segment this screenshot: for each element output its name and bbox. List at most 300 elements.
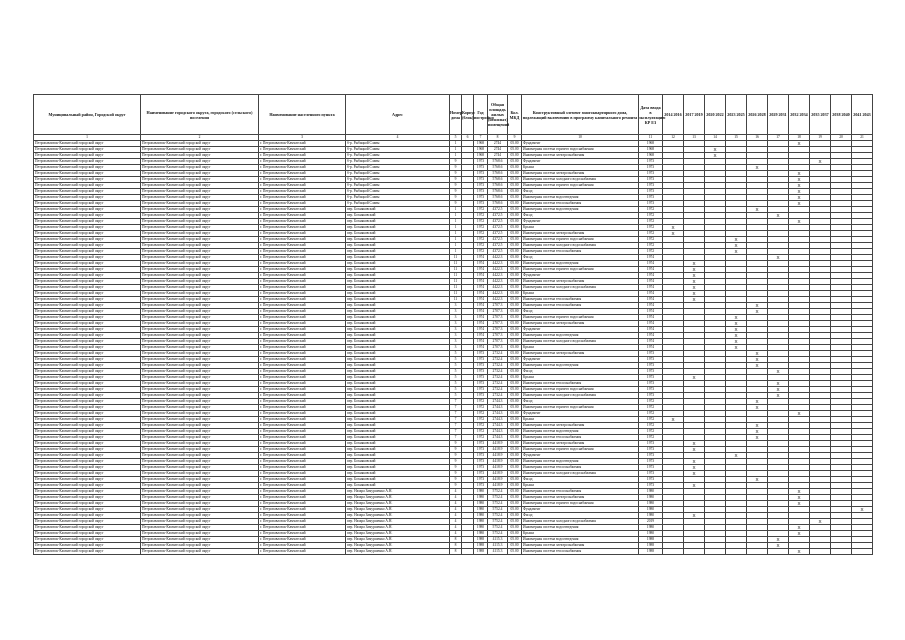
house-number-cell: 3 [450, 315, 462, 321]
build-year-cell: 1973 [474, 201, 488, 207]
commission-date-cell: 1973 [639, 195, 663, 201]
district-cell: Петропавловск-Камчатский городской округ [34, 201, 141, 207]
locality-cell: г. Петропавловск-Камчатский [259, 279, 346, 285]
period-cell: X [684, 291, 705, 297]
table-row [34, 549, 873, 555]
period-cell: X [789, 189, 810, 195]
address-cell: пер. Бохняковский [346, 333, 450, 339]
mkd-count-cell: 05.00 [508, 303, 522, 309]
period-cell: X [789, 177, 810, 183]
commission-date-cell: 1973 [639, 447, 663, 453]
period-cell: X [684, 513, 705, 519]
house-number-cell: 5 [450, 363, 462, 369]
settlement-cell: Петропавловск-Камчатский городской округ [141, 471, 259, 477]
house-number-cell: 8 [450, 543, 462, 549]
mkd-count-cell: 05.00 [508, 189, 522, 195]
area-cell: 2744.3 [488, 405, 508, 411]
address-cell: б-р. Рыбацкой Славы [346, 153, 450, 159]
period-cell [663, 549, 684, 555]
settlement-cell: Петропавловск-Камчатский городской округ [141, 279, 259, 285]
address-cell: пер. Бохняковский [346, 381, 450, 387]
commission-date-cell: 1988 [639, 549, 663, 555]
district-cell: Петропавловск-Камчатский городской округ [34, 471, 141, 477]
settlement-cell: Петропавловск-Камчатский городской округ [141, 435, 259, 441]
house-number-cell: 11 [450, 267, 462, 273]
locality-cell: г. Петропавловск-Камчатский [259, 159, 346, 165]
address-cell: б-р. Рыбацкой Славы [346, 201, 450, 207]
district-cell: Петропавловск-Камчатский городской округ [34, 261, 141, 267]
district-cell: Петропавловск-Камчатский городской округ [34, 501, 141, 507]
element-cell: Фундамент [522, 159, 639, 165]
locality-cell: г. Петропавловск-Камчатский [259, 267, 346, 273]
element-cell: Инженерная система горячего водоснабжения [522, 237, 639, 243]
period-cell: X [684, 441, 705, 447]
house-number-cell: 1 [450, 153, 462, 159]
settlement-cell: Петропавловск-Камчатский городской округ [141, 165, 259, 171]
address-cell: пер. Назара Замуршенко А.Н. [346, 489, 450, 495]
period-cell: X [810, 519, 831, 525]
settlement-cell: Петропавловск-Камчатский городской округ [141, 273, 259, 279]
element-cell: Инженерная система водоотведения [522, 537, 639, 543]
locality-cell: г. Петропавловск-Камчатский [259, 297, 346, 303]
commission-date-cell: 1974 [639, 267, 663, 273]
area-cell: 4372.5 [488, 243, 508, 249]
locality-cell: г. Петропавловск-Камчатский [259, 273, 346, 279]
column-number: 4 [346, 135, 450, 141]
commission-date-cell: 1973 [639, 483, 663, 489]
locality-cell: г. Петропавловск-Камчатский [259, 519, 346, 525]
house-number-cell: 9 [450, 183, 462, 189]
locality-cell: г. Петропавловск-Камчатский [259, 477, 346, 483]
area-cell: 5752.4 [488, 525, 508, 531]
build-year-cell: 1973 [474, 447, 488, 453]
build-year-cell: 1974 [474, 267, 488, 273]
address-cell: б-р. Рыбацкой Славы [346, 141, 450, 147]
commission-date-cell: 1974 [639, 333, 663, 339]
locality-cell: г. Петропавловск-Камчатский [259, 549, 346, 555]
mkd-count-cell: 05.00 [508, 453, 522, 459]
element-cell: Инженерная система водоотведения [522, 261, 639, 267]
element-cell: Инженерная система теплоснабжения [522, 549, 639, 555]
commission-date-cell: 1973 [639, 387, 663, 393]
locality-cell: г. Петропавловск-Камчатский [259, 489, 346, 495]
column-header: Адрес [346, 95, 450, 135]
district-cell: Петропавловск-Камчатский городской округ [34, 537, 141, 543]
period-cell: X [747, 435, 768, 441]
locality-cell: г. Петропавловск-Камчатский [259, 201, 346, 207]
house-number-cell: 1 [450, 219, 462, 225]
address-cell: пер. Бохняковский [346, 303, 450, 309]
block-cell [462, 549, 474, 555]
area-cell: 2707.3 [488, 339, 508, 345]
locality-cell: г. Петропавловск-Камчатский [259, 393, 346, 399]
column-number: 15 [726, 135, 747, 141]
house-number-cell: 3 [450, 339, 462, 345]
settlement-cell: Петропавловск-Камчатский городской округ [141, 489, 259, 495]
district-cell: Петропавловск-Камчатский городской округ [34, 465, 141, 471]
area-cell: 2744 [488, 141, 508, 147]
area-cell: 4115.3 [488, 537, 508, 543]
column-header: 2017 2019 [684, 95, 705, 135]
area-cell: 2707.3 [488, 327, 508, 333]
area-cell: 4372.5 [488, 207, 508, 213]
period-cell: X [663, 231, 684, 237]
locality-cell: г. Петропавловск-Камчатский [259, 309, 346, 315]
district-cell: Петропавловск-Камчатский городской округ [34, 477, 141, 483]
commission-date-cell: 1988 [639, 537, 663, 543]
house-number-cell: 5 [450, 357, 462, 363]
column-number: 7 [474, 135, 488, 141]
house-number-cell: 4 [450, 489, 462, 495]
column-number: 21 [852, 135, 873, 141]
commission-date-cell: 1972 [639, 423, 663, 429]
period-cell: X [747, 207, 768, 213]
period-cell: X [768, 381, 789, 387]
area-cell: 5752.4 [488, 513, 508, 519]
address-cell: пер. Назара Замуршенко А.Н. [346, 537, 450, 543]
mkd-count-cell: 05.00 [508, 273, 522, 279]
build-year-cell: 1972 [474, 243, 488, 249]
build-year-cell: 1974 [474, 309, 488, 315]
address-cell: пер. Назара Замуршенко А.Н. [346, 495, 450, 501]
commission-date-cell: 1972 [639, 213, 663, 219]
house-number-cell: 7 [450, 417, 462, 423]
element-cell: Инженерная система водоотведения [522, 459, 639, 465]
column-number: 6 [462, 135, 474, 141]
house-number-cell: 7 [450, 411, 462, 417]
locality-cell: г. Петропавловск-Камчатский [259, 471, 346, 477]
area-cell: 2732.4 [488, 381, 508, 387]
area-cell: 4372.5 [488, 219, 508, 225]
period-cell: X [684, 483, 705, 489]
locality-cell: г. Петропавловск-Камчатский [259, 351, 346, 357]
settlement-cell: Петропавловск-Камчатский городской округ [141, 249, 259, 255]
district-cell: Петропавловск-Камчатский городской округ [34, 423, 141, 429]
district-cell: Петропавловск-Камчатский городской округ [34, 303, 141, 309]
settlement-cell: Петропавловск-Камчатский городской округ [141, 459, 259, 465]
period-cell: X [789, 171, 810, 177]
locality-cell: г. Петропавловск-Камчатский [259, 321, 346, 327]
address-cell: пер. Бохняковский [346, 387, 450, 393]
district-cell: Петропавловск-Камчатский городской округ [34, 177, 141, 183]
mkd-count-cell: 05.00 [508, 315, 522, 321]
column-header: Общая площадь жилых (нежилых) помещений [488, 95, 508, 135]
column-header: Дата ввода в эксплуатацию КР ЕЗ [639, 95, 663, 135]
area-cell: 4422.3 [488, 297, 508, 303]
address-cell: пер. Бохняковский [346, 441, 450, 447]
area-cell: 5768.6 [488, 177, 508, 183]
settlement-cell: Петропавловск-Камчатский городской округ [141, 531, 259, 537]
area-cell: 5768.6 [488, 183, 508, 189]
build-year-cell: 1972 [474, 231, 488, 237]
address-cell: пер. Бохняковский [346, 267, 450, 273]
element-cell: Инженерная система теплоснабжения [522, 489, 639, 495]
build-year-cell: 1973 [474, 369, 488, 375]
commission-date-cell: 1980 [639, 495, 663, 501]
address-cell: пер. Бохняковский [346, 315, 450, 321]
district-cell: Петропавловск-Камчатский городской округ [34, 141, 141, 147]
district-cell: Петропавловск-Камчатский городской округ [34, 189, 141, 195]
area-cell: 4422.3 [488, 261, 508, 267]
commission-date-cell: 1974 [639, 297, 663, 303]
locality-cell: г. Петропавловск-Камчатский [259, 387, 346, 393]
house-number-cell: 3 [450, 333, 462, 339]
column-header: 2035 2037 [810, 95, 831, 135]
district-cell: Петропавловск-Камчатский городской округ [34, 519, 141, 525]
district-cell: Петропавловск-Камчатский городской округ [34, 171, 141, 177]
column-header: Год постройки [474, 95, 488, 135]
area-cell: 4422.3 [488, 255, 508, 261]
build-year-cell: 1980 [474, 519, 488, 525]
district-cell: Петропавловск-Камчатский городской округ [34, 237, 141, 243]
mkd-count-cell: 05.00 [508, 243, 522, 249]
address-cell: пер. Назара Замуршенко А.Н. [346, 513, 450, 519]
build-year-cell: 1973 [474, 183, 488, 189]
district-cell: Петропавловск-Камчатский городской округ [34, 255, 141, 261]
commission-date-cell: 1974 [639, 291, 663, 297]
address-cell: пер. Бохняковский [346, 255, 450, 261]
area-cell: 4418.9 [488, 477, 508, 483]
house-number-cell: 11 [450, 297, 462, 303]
area-cell: 4372.5 [488, 249, 508, 255]
district-cell: Петропавловск-Камчатский городской округ [34, 513, 141, 519]
house-number-cell: 9 [450, 177, 462, 183]
area-cell: 4372.5 [488, 237, 508, 243]
settlement-cell: Петропавловск-Камчатский городской округ [141, 513, 259, 519]
element-cell: Фундамент [522, 357, 639, 363]
commission-date-cell: 1974 [639, 303, 663, 309]
capital-repair-program-table [33, 94, 873, 555]
locality-cell: г. Петропавловск-Камчатский [259, 417, 346, 423]
mkd-count-cell: 05.00 [508, 513, 522, 519]
build-year-cell: 1974 [474, 273, 488, 279]
settlement-cell: Петропавловск-Камчатский городской округ [141, 267, 259, 273]
table-body [34, 141, 873, 555]
mkd-count-cell: 05.00 [508, 375, 522, 381]
address-cell: б-р. Рыбацкой Славы [346, 147, 450, 153]
address-cell: пер. Бохняковский [346, 321, 450, 327]
house-number-cell: 9 [450, 159, 462, 165]
house-number-cell: 11 [450, 273, 462, 279]
period-cell [810, 549, 831, 555]
element-cell: Крыша [522, 165, 639, 171]
period-cell: X [768, 543, 789, 549]
address-cell: б-р. Рыбацкой Славы [346, 195, 450, 201]
district-cell: Петропавловск-Камчатский городской округ [34, 345, 141, 351]
mkd-count-cell: 05.00 [508, 207, 522, 213]
address-cell: пер. Бохняковский [346, 417, 450, 423]
element-cell: Фасад [522, 477, 639, 483]
element-cell: Инженерная система электроснабжения [522, 171, 639, 177]
build-year-cell: 1968 [474, 153, 488, 159]
area-cell: 2707.3 [488, 303, 508, 309]
element-cell: Инженерная система теплоснабжения [522, 297, 639, 303]
build-year-cell: 1973 [474, 381, 488, 387]
element-cell: Инженерная система электроснабжения [522, 423, 639, 429]
area-cell: 2732.4 [488, 387, 508, 393]
commission-date-cell: 1972 [639, 411, 663, 417]
settlement-cell: Петропавловск-Камчатский городской округ [141, 177, 259, 183]
district-cell: Петропавловск-Камчатский городской округ [34, 273, 141, 279]
house-number-cell: 4 [450, 519, 462, 525]
settlement-cell: Петропавловск-Камчатский городской округ [141, 327, 259, 333]
house-number-cell: 9 [450, 171, 462, 177]
district-cell: Петропавловск-Камчатский городской округ [34, 483, 141, 489]
mkd-count-cell: 05.00 [508, 465, 522, 471]
locality-cell: г. Петропавловск-Камчатский [259, 441, 346, 447]
element-cell: Фундамент [522, 507, 639, 513]
mkd-count-cell: 05.00 [508, 387, 522, 393]
house-number-cell: 9 [450, 447, 462, 453]
mkd-count-cell: 05.00 [508, 537, 522, 543]
area-cell: 2744.3 [488, 423, 508, 429]
district-cell: Петропавловск-Камчатский городской округ [34, 435, 141, 441]
area-cell: 5752.4 [488, 501, 508, 507]
house-number-cell: 9 [450, 453, 462, 459]
area-cell: 2744 [488, 153, 508, 159]
house-number-cell: 1 [450, 249, 462, 255]
mkd-count-cell: 05.00 [508, 309, 522, 315]
element-cell: Крыша [522, 417, 639, 423]
locality-cell: г. Петропавловск-Камчатский [259, 261, 346, 267]
mkd-count-cell: 05.00 [508, 447, 522, 453]
area-cell: 5752.4 [488, 489, 508, 495]
element-cell: Инженерная система теплоснабжения [522, 465, 639, 471]
area-cell: 4372.5 [488, 225, 508, 231]
mkd-count-cell: 05.00 [508, 237, 522, 243]
house-number-cell: 1 [450, 243, 462, 249]
locality-cell: г. Петропавловск-Камчатский [259, 219, 346, 225]
district-cell: Петропавловск-Камчатский городской округ [34, 549, 141, 555]
mkd-count-cell: 05.00 [508, 177, 522, 183]
area-cell: 5768.6 [488, 165, 508, 171]
mkd-count-cell: 05.00 [508, 321, 522, 327]
mkd-count-cell: 05.00 [508, 519, 522, 525]
build-year-cell: 1980 [474, 501, 488, 507]
locality-cell: г. Петропавловск-Камчатский [259, 147, 346, 153]
commission-date-cell: 1974 [639, 315, 663, 321]
area-cell: 2732.4 [488, 369, 508, 375]
locality-cell: г. Петропавловск-Камчатский [259, 465, 346, 471]
period-cell: X [789, 531, 810, 537]
mkd-count-cell: 05.00 [508, 159, 522, 165]
settlement-cell: Петропавловск-Камчатский городской округ [141, 189, 259, 195]
district-cell: Петропавловск-Камчатский городской округ [34, 375, 141, 381]
period-cell: X [726, 327, 747, 333]
district-cell: Петропавловск-Камчатский городской округ [34, 417, 141, 423]
district-cell: Петропавловск-Камчатский городской округ [34, 249, 141, 255]
commission-date-cell: 1980 [639, 489, 663, 495]
area-cell: 2744 [488, 147, 508, 153]
build-year-cell: 1973 [474, 393, 488, 399]
commission-date-cell: 1972 [639, 405, 663, 411]
address-cell: пер. Бохняковский [346, 399, 450, 405]
element-cell: Инженерная система холодного водоснабжения [522, 393, 639, 399]
build-year-cell: 1973 [474, 357, 488, 363]
address-cell: пер. Бохняковский [346, 249, 450, 255]
district-cell: Петропавловск-Камчатский городской округ [34, 225, 141, 231]
address-cell: б-р. Рыбацкой Славы [346, 159, 450, 165]
commission-date-cell: 1973 [639, 171, 663, 177]
commission-date-cell: 1972 [639, 237, 663, 243]
build-year-cell: 1980 [474, 507, 488, 513]
area-cell: 2707.3 [488, 333, 508, 339]
column-number: 16 [747, 135, 768, 141]
commission-date-cell: 1973 [639, 165, 663, 171]
locality-cell: г. Петропавловск-Камчатский [259, 345, 346, 351]
address-cell: пер. Бохняковский [346, 405, 450, 411]
period-cell: X [726, 333, 747, 339]
period-cell: X [789, 501, 810, 507]
address-cell: пер. Бохняковский [346, 219, 450, 225]
address-cell: пер. Бохняковский [346, 435, 450, 441]
mkd-count-cell: 05.00 [508, 357, 522, 363]
address-cell: пер. Назара Замуршенко А.Н. [346, 543, 450, 549]
district-cell: Петропавловск-Камчатский городской округ [34, 309, 141, 315]
district-cell: Петропавловск-Камчатский городской округ [34, 165, 141, 171]
mkd-count-cell: 05.00 [508, 459, 522, 465]
house-number-cell: 3 [450, 309, 462, 315]
district-cell: Петропавловск-Камчатский городской округ [34, 159, 141, 165]
locality-cell: г. Петропавловск-Камчатский [259, 357, 346, 363]
house-number-cell: 9 [450, 471, 462, 477]
address-cell: пер. Бохняковский [346, 369, 450, 375]
address-cell: пер. Бохняковский [346, 291, 450, 297]
build-year-cell: 1972 [474, 219, 488, 225]
build-year-cell: 1988 [474, 537, 488, 543]
build-year-cell: 1973 [474, 471, 488, 477]
element-cell: Инженерная система теплоснабжения [522, 249, 639, 255]
house-number-cell: 9 [450, 441, 462, 447]
column-header: Муниципальный район, Городской округ [34, 95, 141, 135]
build-year-cell: 1974 [474, 279, 488, 285]
area-cell: 2707.3 [488, 321, 508, 327]
column-header: Кол. МКД [508, 95, 522, 135]
settlement-cell: Петропавловск-Камчатский городской округ [141, 351, 259, 357]
element-cell: Инженерная система горячего водоснабжения [522, 501, 639, 507]
house-number-cell: 1 [450, 213, 462, 219]
mkd-count-cell: 05.00 [508, 393, 522, 399]
address-cell: пер. Бохняковский [346, 393, 450, 399]
house-number-cell: 5 [450, 351, 462, 357]
settlement-cell: Петропавловск-Камчатский городской округ [141, 315, 259, 321]
district-cell: Петропавловск-Камчатский городской округ [34, 495, 141, 501]
build-year-cell: 1972 [474, 417, 488, 423]
column-header: 2032 2034 [789, 95, 810, 135]
period-cell: X [663, 225, 684, 231]
period-cell: X [747, 165, 768, 171]
district-cell: Петропавловск-Камчатский городской округ [34, 447, 141, 453]
commission-date-cell: 1972 [639, 207, 663, 213]
element-cell: Инженерная система холодного водоснабжения [522, 519, 639, 525]
build-year-cell: 1980 [474, 489, 488, 495]
settlement-cell: Петропавловск-Камчатский городской округ [141, 387, 259, 393]
mkd-count-cell: 05.00 [508, 489, 522, 495]
build-year-cell: 1968 [474, 141, 488, 147]
area-cell: 4422.3 [488, 285, 508, 291]
element-cell: Фасад [522, 399, 639, 405]
address-cell: пер. Бохняковский [346, 351, 450, 357]
settlement-cell: Петропавловск-Камчатский городской округ [141, 321, 259, 327]
address-cell: пер. Бохняковский [346, 429, 450, 435]
locality-cell: г. Петропавловск-Камчатский [259, 543, 346, 549]
commission-date-cell: 2019 [639, 519, 663, 525]
commission-date-cell: 1988 [639, 543, 663, 549]
locality-cell: г. Петропавловск-Камчатский [259, 231, 346, 237]
area-cell: 5752.4 [488, 519, 508, 525]
period-cell: X [747, 363, 768, 369]
period-cell: X [810, 159, 831, 165]
